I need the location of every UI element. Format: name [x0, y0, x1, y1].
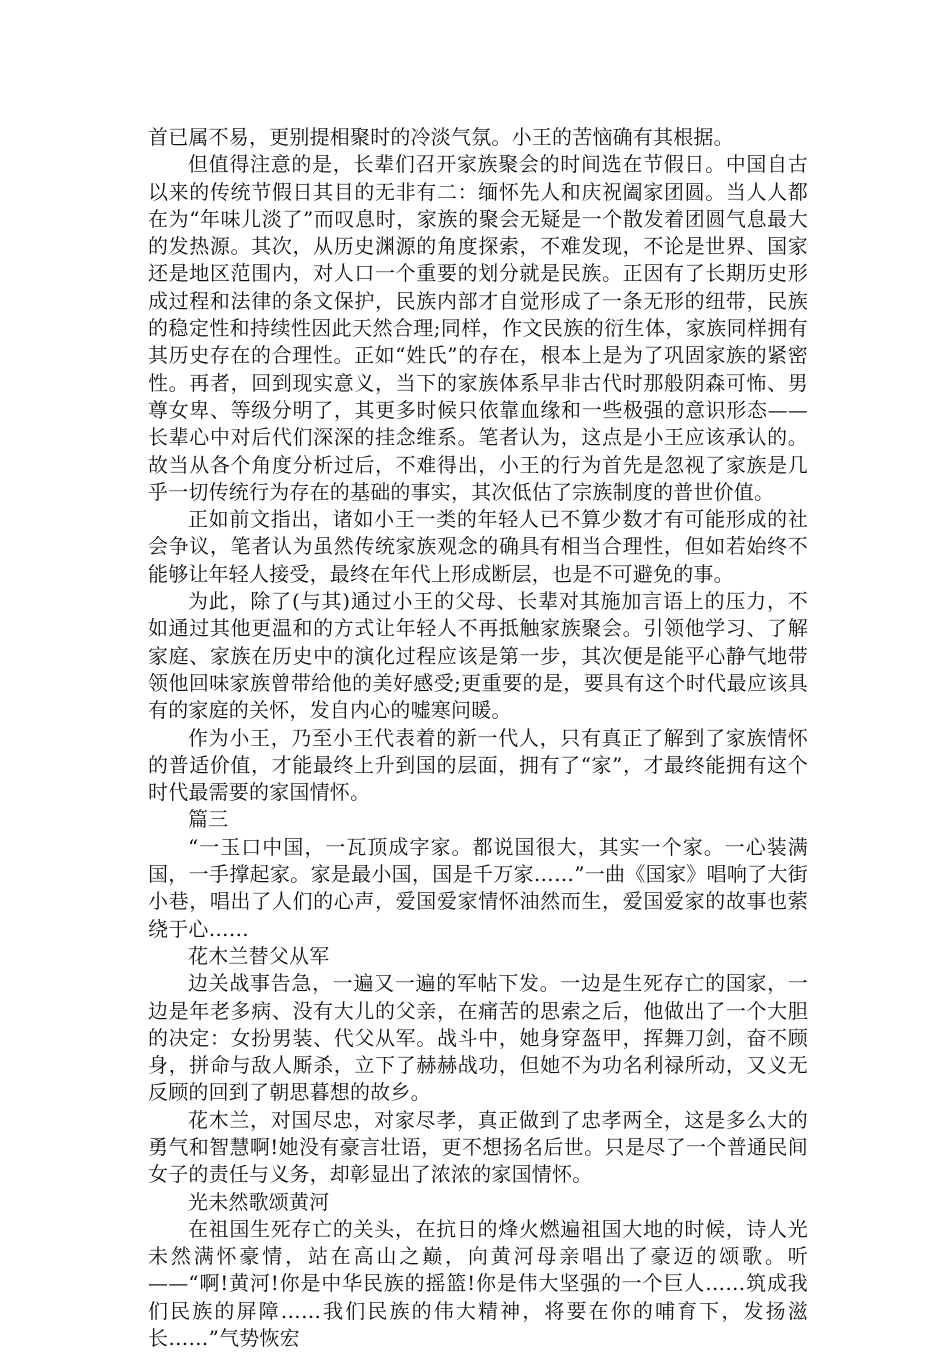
subheading-hua-mulan: 花木兰替父从军 [188, 943, 330, 968]
paragraph-family-gathering-analysis: 但值得注意的是，长辈们召开家族聚会的时间选在节假日。中国自古以来的传统节假日其目的无非有二：缅怀先人和庆祝阖家团圆。当人人都在为“年味儿淡了”而叹息时，家族的聚会无疑是一个散发着团圆气息最大的发热源。其次，从历史渊源的角度探索，不难发现，不论是世界、国家还是地区范围内，对人口一个重要的划分就是民族。正因有了长期历史形成过程和法律的条文保护，民族内部才自觉形成了一条无形的纽带，民族的稳定性和持续性因此天然合理;同样，作文民族的衍生体，家族同样拥有其历史存在的合理性。正如“姓氏”的存在，根本上是为了巩固家族的紧密性。再者，回到现实意义，当下的家族体系早非古代时那般阴森可怖、男尊女卑、等级分明了，其更多时候只依靠血缘和一些极强的意识形态——长辈心中对后代们深深的挂念维系。笔者认为，这点是小王应该承认的。故当从各个角度分析过后，不难得出，小王的行为首先是忽视了家族是几乎一切传统行为存在的基础的事实，其次低估了宗族制度的普世价值。 [148, 152, 808, 504]
paragraph-yellow-river: 在祖国生死存亡的关头，在抗日的烽火燃遍祖国大地的时候，诗人光未然满怀豪情，站在高山之巅，向黄河母亲唱出了豪迈的颂歌。听——“啊!黄河!你是中华民族的摇篮!你是伟大坚强的一个巨人……筑成我们民族的屏障……我们民族的伟大精神，将要在你的哺育下，发扬滋长……”气势恢宏 [148, 1216, 808, 1351]
paragraph-mulan-story: 边关战事告急，一遍又一遍的军帖下发。一边是生死存亡的国家，一边是年老多病、没有大儿的父亲，在痛苦的思索之后，他做出了一个大胆的决定：女扮男装、代父从军。战斗中，她身穿盔甲，挥舞刀剑，奋不顾身，拼命与敌人厮杀，立下了赫赫战功，但她不为功名利禄所动，又义无反顾的回到了朝思暮想的故乡。 [148, 971, 808, 1105]
paragraph-continuation: 首已属不易，更别提相聚时的冷淡气氛。小王的苦恼确有其根据。 [148, 125, 734, 149]
paragraph-mulan-reflection: 花木兰，对国尽忠，对家尽孝，真正做到了忠孝两全，这是多么大的勇气和智慧啊!她没有豪言壮语，更不想扬名后世。只是尽了一个普通民间女子的责任与义务，却彰显出了浓浓的家国情怀。 [148, 1107, 808, 1187]
section-heading-part-three: 篇三 [188, 807, 229, 832]
paragraph-conclusion: 作为小王，乃至小王代表着的新一代人，只有真正了解到了家族情怀的普适价值，才能最终上升到国的层面，拥有了“家”，才最终能拥有这个时代最需要的家国情怀。 [148, 725, 808, 805]
document-body [148, 124, 808, 1352]
paragraph-social-controversy: 正如前文指出，诸如小王一类的年轻人已不算少数才有可能形成的社会争议，笔者认为虽然传统家族观念的确具有相当合理性，但如若始终不能够让年轻人接受，最终在年代上形成断层，也是不可避免的事。 [148, 507, 808, 586]
paragraph-gentler-approach: 为此，除了(与其)通过小王的父母、长辈对其施加言语上的压力，不如通过其他更温和的方式让年轻人不再抵触家族聚会。引领他学习、了解家庭、家族在历史中的演化过程应该是第一步，其次便是能平心静气地带领他回味家族曾带给他的美好感受;更重要的是，要具有这个时代最应该具有的家庭的关怀，发自内心的嘘寒问暖。 [148, 589, 808, 723]
subheading-guang-weiran: 光未然歌颂黄河 [188, 1189, 330, 1214]
paragraph-song-guojia: “一玉口中国，一瓦顶成字家。都说国很大，其实一个家。一心装满国，一手撑起家。家是最小国，国是千万家……”一曲《国家》唱响了大街小巷，唱出了人们的心声，爱国爱家情怀油然而生，爱国爱家的故事也萦绕于心…… [148, 834, 808, 941]
